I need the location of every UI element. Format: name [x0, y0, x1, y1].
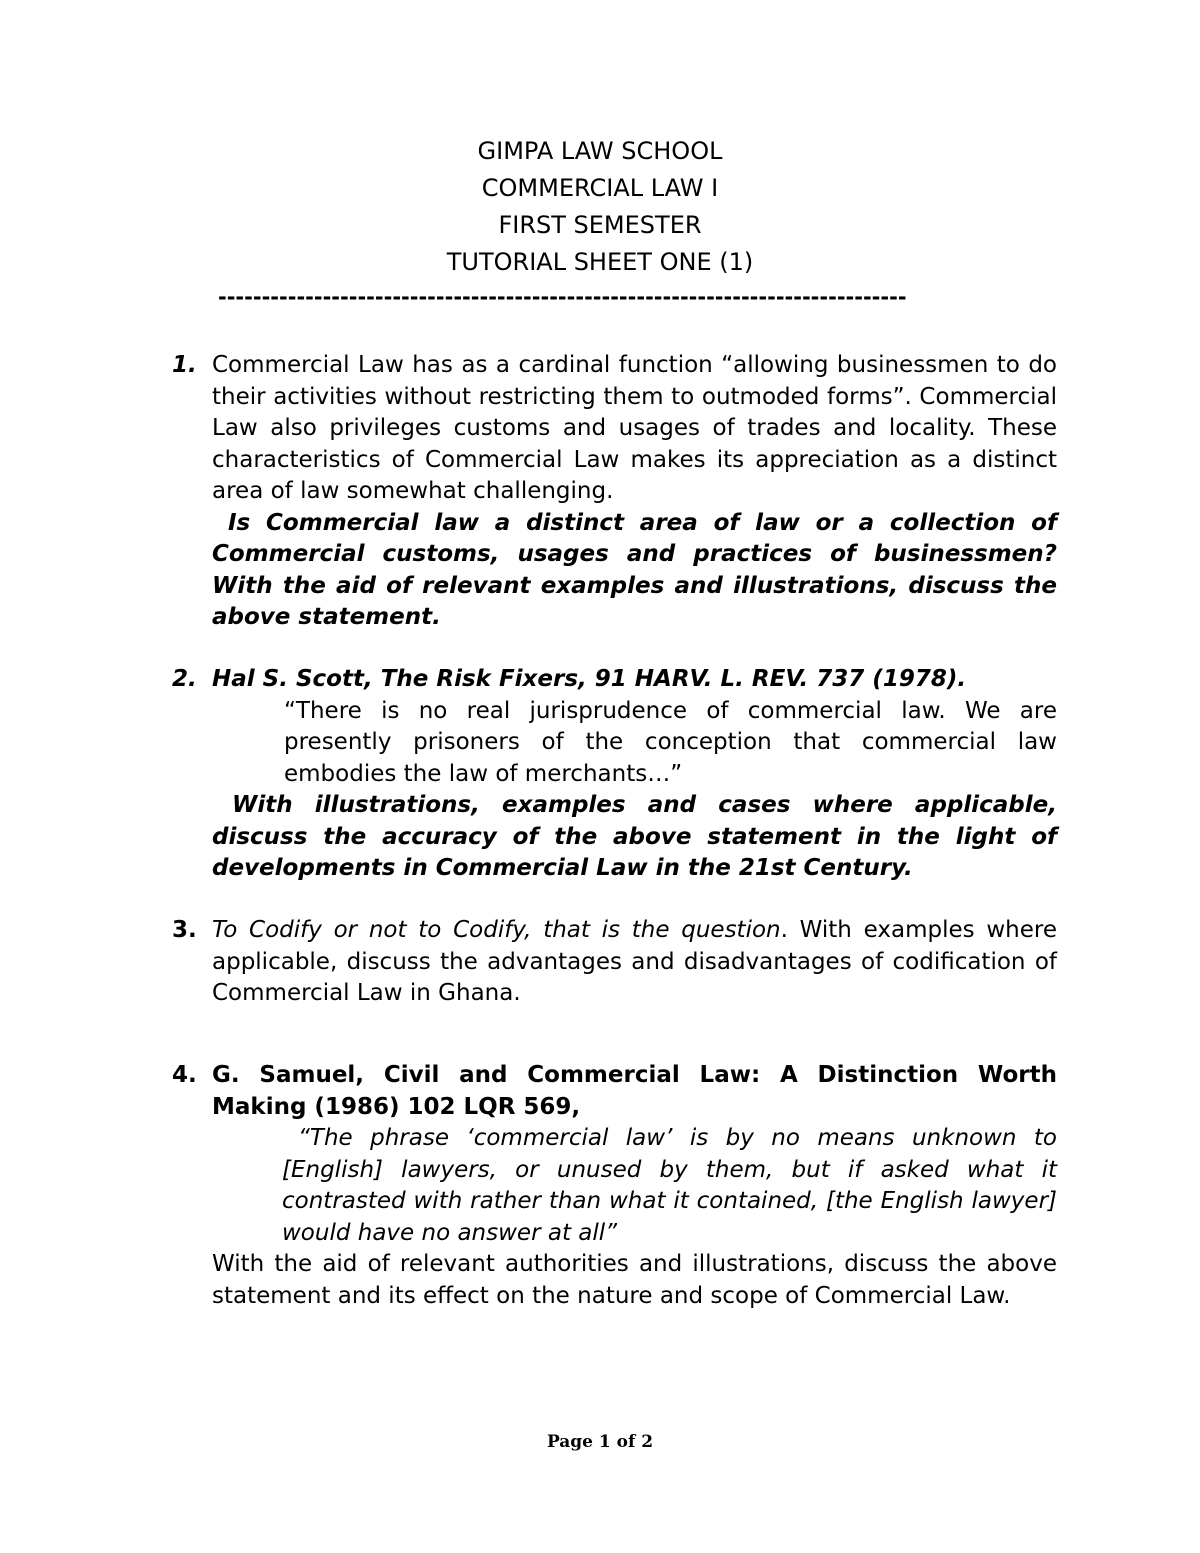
- question-lead: To Codify or not to Codify, that is the question: [212, 917, 781, 943]
- dashed-divider: -------------------------------------------------------------------------------: [218, 285, 907, 309]
- question-text: Commercial Law has as a cardinal function “allowing businessmen to do their activities without restricting them to outmoded forms”. Commercial Law also privileges customs and usages of trades and locality. These characteristics of Commercial Law makes its appreciation as a distinct area of law somewhat challenging.: [212, 352, 1057, 504]
- question-remainder: . With examples where applicable, discuss the advantages and disadvantages of codification of Commercial Law in Ghana.: [212, 917, 1057, 1006]
- question-body: [212, 350, 1057, 634]
- question-number: 2.: [172, 666, 197, 692]
- question-number: 1.: [172, 352, 197, 378]
- question-number: 4.: [172, 1062, 197, 1088]
- question-citation: Hal S. Scott, The Risk Fixers, 91 HARV. L. REV. 737 (1978).: [212, 666, 967, 692]
- semester-label: FIRST SEMESTER: [498, 211, 702, 239]
- question-prompt: Is Commercial law a distinct area of law or a collection of Commercial customs, usages and practices of businessmen? With the aid of relevant examples and illustrations, discuss the above statement.: [212, 509, 1057, 630]
- question-body: [212, 664, 1057, 885]
- question-prompt: With illustrations, examples and cases where applicable, discuss the accuracy of the above statement in the light of developments in Commercial Law in the 21st Century.: [212, 792, 1057, 881]
- school-name: GIMPA LAW SCHOOL: [477, 137, 723, 165]
- question-number: 3.: [172, 917, 197, 943]
- question-quote: “The phrase ‘commercial law’ is by no means unknown to [English] lawyers, or unused by them, but if asked what it contrasted with rather than what it contained, [the English lawyer] would have no answer at all”: [282, 1125, 1057, 1246]
- sheet-title: TUTORIAL SHEET ONE (1): [446, 248, 754, 276]
- question-citation: G. Samuel, Civil and Commercial Law: A Distinction Worth Making (1986) 102 LQR 569,: [212, 1062, 1057, 1120]
- question-text: [212, 915, 1057, 1010]
- question-body: [212, 915, 1057, 1010]
- question-prompt: With the aid of relevant authorities and illustrations, discuss the above statement and its effect on the nature and scope of Commercial Law.: [212, 1251, 1057, 1309]
- question-quote: “There is no real jurisprudence of commercial law. We are presently prisoners of the conception that commercial law embodies the law of merchants…”: [284, 697, 1057, 787]
- question-body: [212, 1060, 1057, 1312]
- course-title: COMMERCIAL LAW I: [481, 174, 719, 202]
- document-header: [0, 133, 1200, 281]
- page-footer: Page 1 of 2: [546, 1432, 654, 1452]
